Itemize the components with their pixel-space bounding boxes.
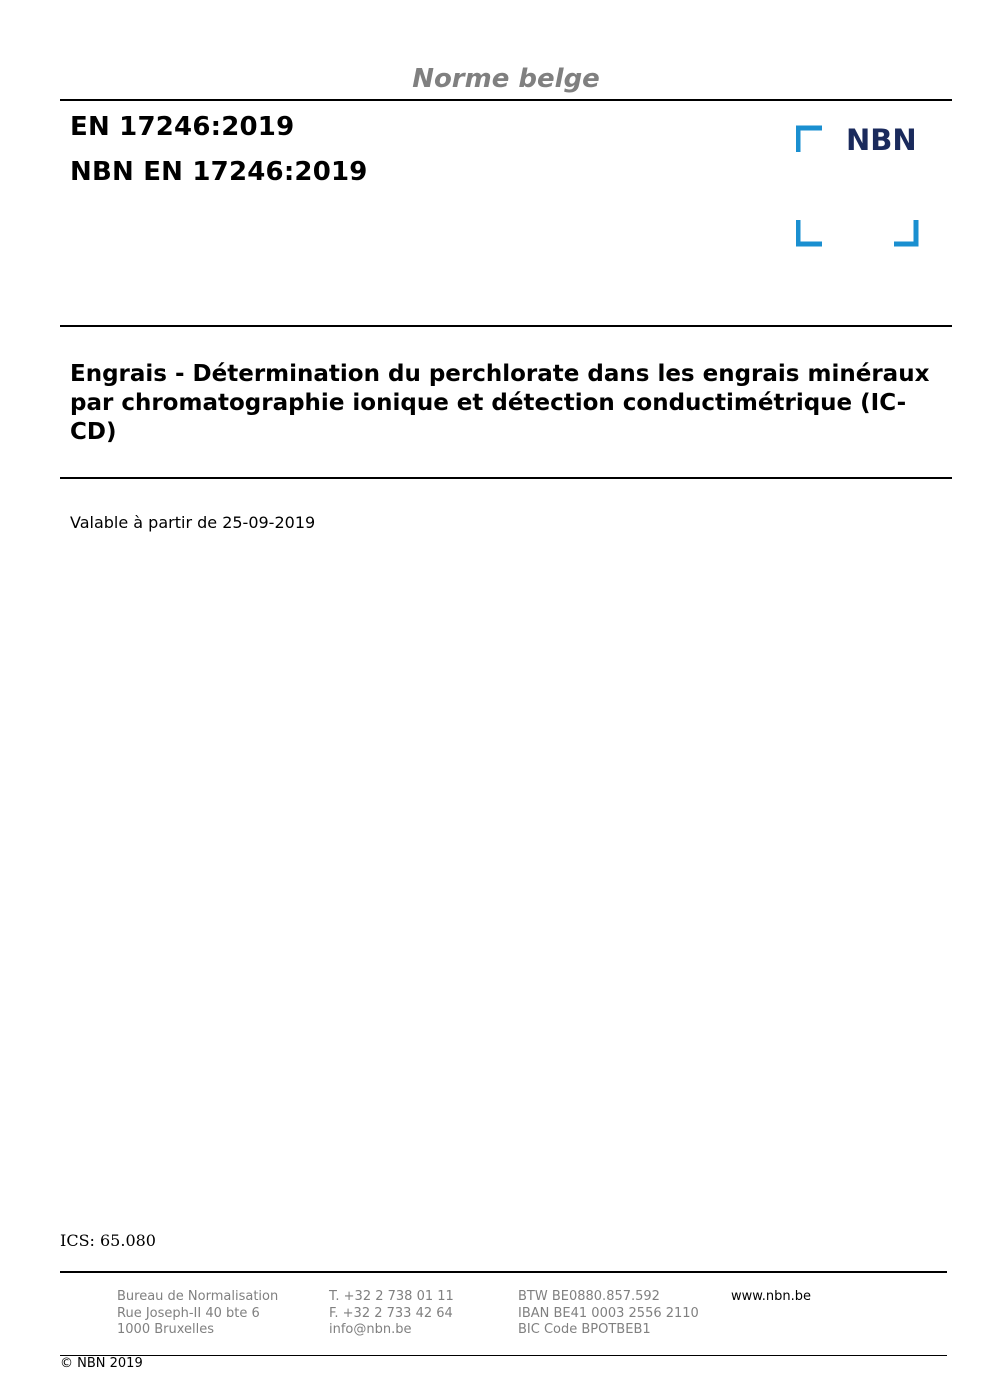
- header-divider: [60, 99, 952, 101]
- copyright-notice: © NBN 2019: [60, 1356, 143, 1371]
- title-line-1: Engrais - Détermination du perchlorate dans les engrais minéraux: [70, 361, 930, 387]
- footer-address-line: Rue Joseph-II 40 bte 6: [117, 1305, 260, 1321]
- footer-bank: [518, 1289, 699, 1339]
- title-bottom-divider: [60, 477, 952, 479]
- logo-text: NBN: [846, 124, 917, 157]
- footer-phone: T. +32 2 738 01 11: [329, 1289, 454, 1304]
- document-type-label: Norme belge: [412, 64, 600, 94]
- footer-vat: BTW BE0880.857.592: [518, 1289, 660, 1304]
- logo-bracket-top-left: [798, 128, 822, 152]
- footer-iban: IBAN BE41 0003 2556 2110: [518, 1305, 699, 1321]
- footer-bottom-divider: [60, 1355, 947, 1356]
- footer-address-line: Bureau de Normalisation: [117, 1289, 279, 1304]
- footer-bic: BIC Code BPOTBEB1: [518, 1322, 651, 1337]
- document-title: [70, 360, 950, 447]
- en-standard-code: EN 17246:2019: [70, 112, 295, 142]
- footer-address-line: 1000 Bruxelles: [117, 1322, 215, 1337]
- footer-address: [117, 1289, 278, 1339]
- footer-contact: [329, 1289, 454, 1339]
- title-top-divider: [60, 325, 952, 327]
- nbn-logo: [796, 124, 920, 248]
- title-line-3: CD): [70, 419, 117, 445]
- validity-date: Valable à partir de 25-09-2019: [70, 513, 316, 532]
- footer-website: www.nbn.be: [731, 1289, 811, 1304]
- footer-email: info@nbn.be: [329, 1322, 412, 1337]
- footer-fax: F. +32 2 733 42 64: [329, 1305, 453, 1321]
- footer-top-divider: [60, 1271, 947, 1273]
- logo-bracket-bottom-right: [894, 220, 916, 244]
- nbn-standard-code: NBN EN 17246:2019: [70, 157, 368, 187]
- logo-bracket-bottom-left: [798, 220, 822, 244]
- ics-code: ICS: 65.080: [60, 1231, 156, 1250]
- title-line-2: par chromatographie ionique et détection conductimétrique (IC-: [70, 390, 907, 416]
